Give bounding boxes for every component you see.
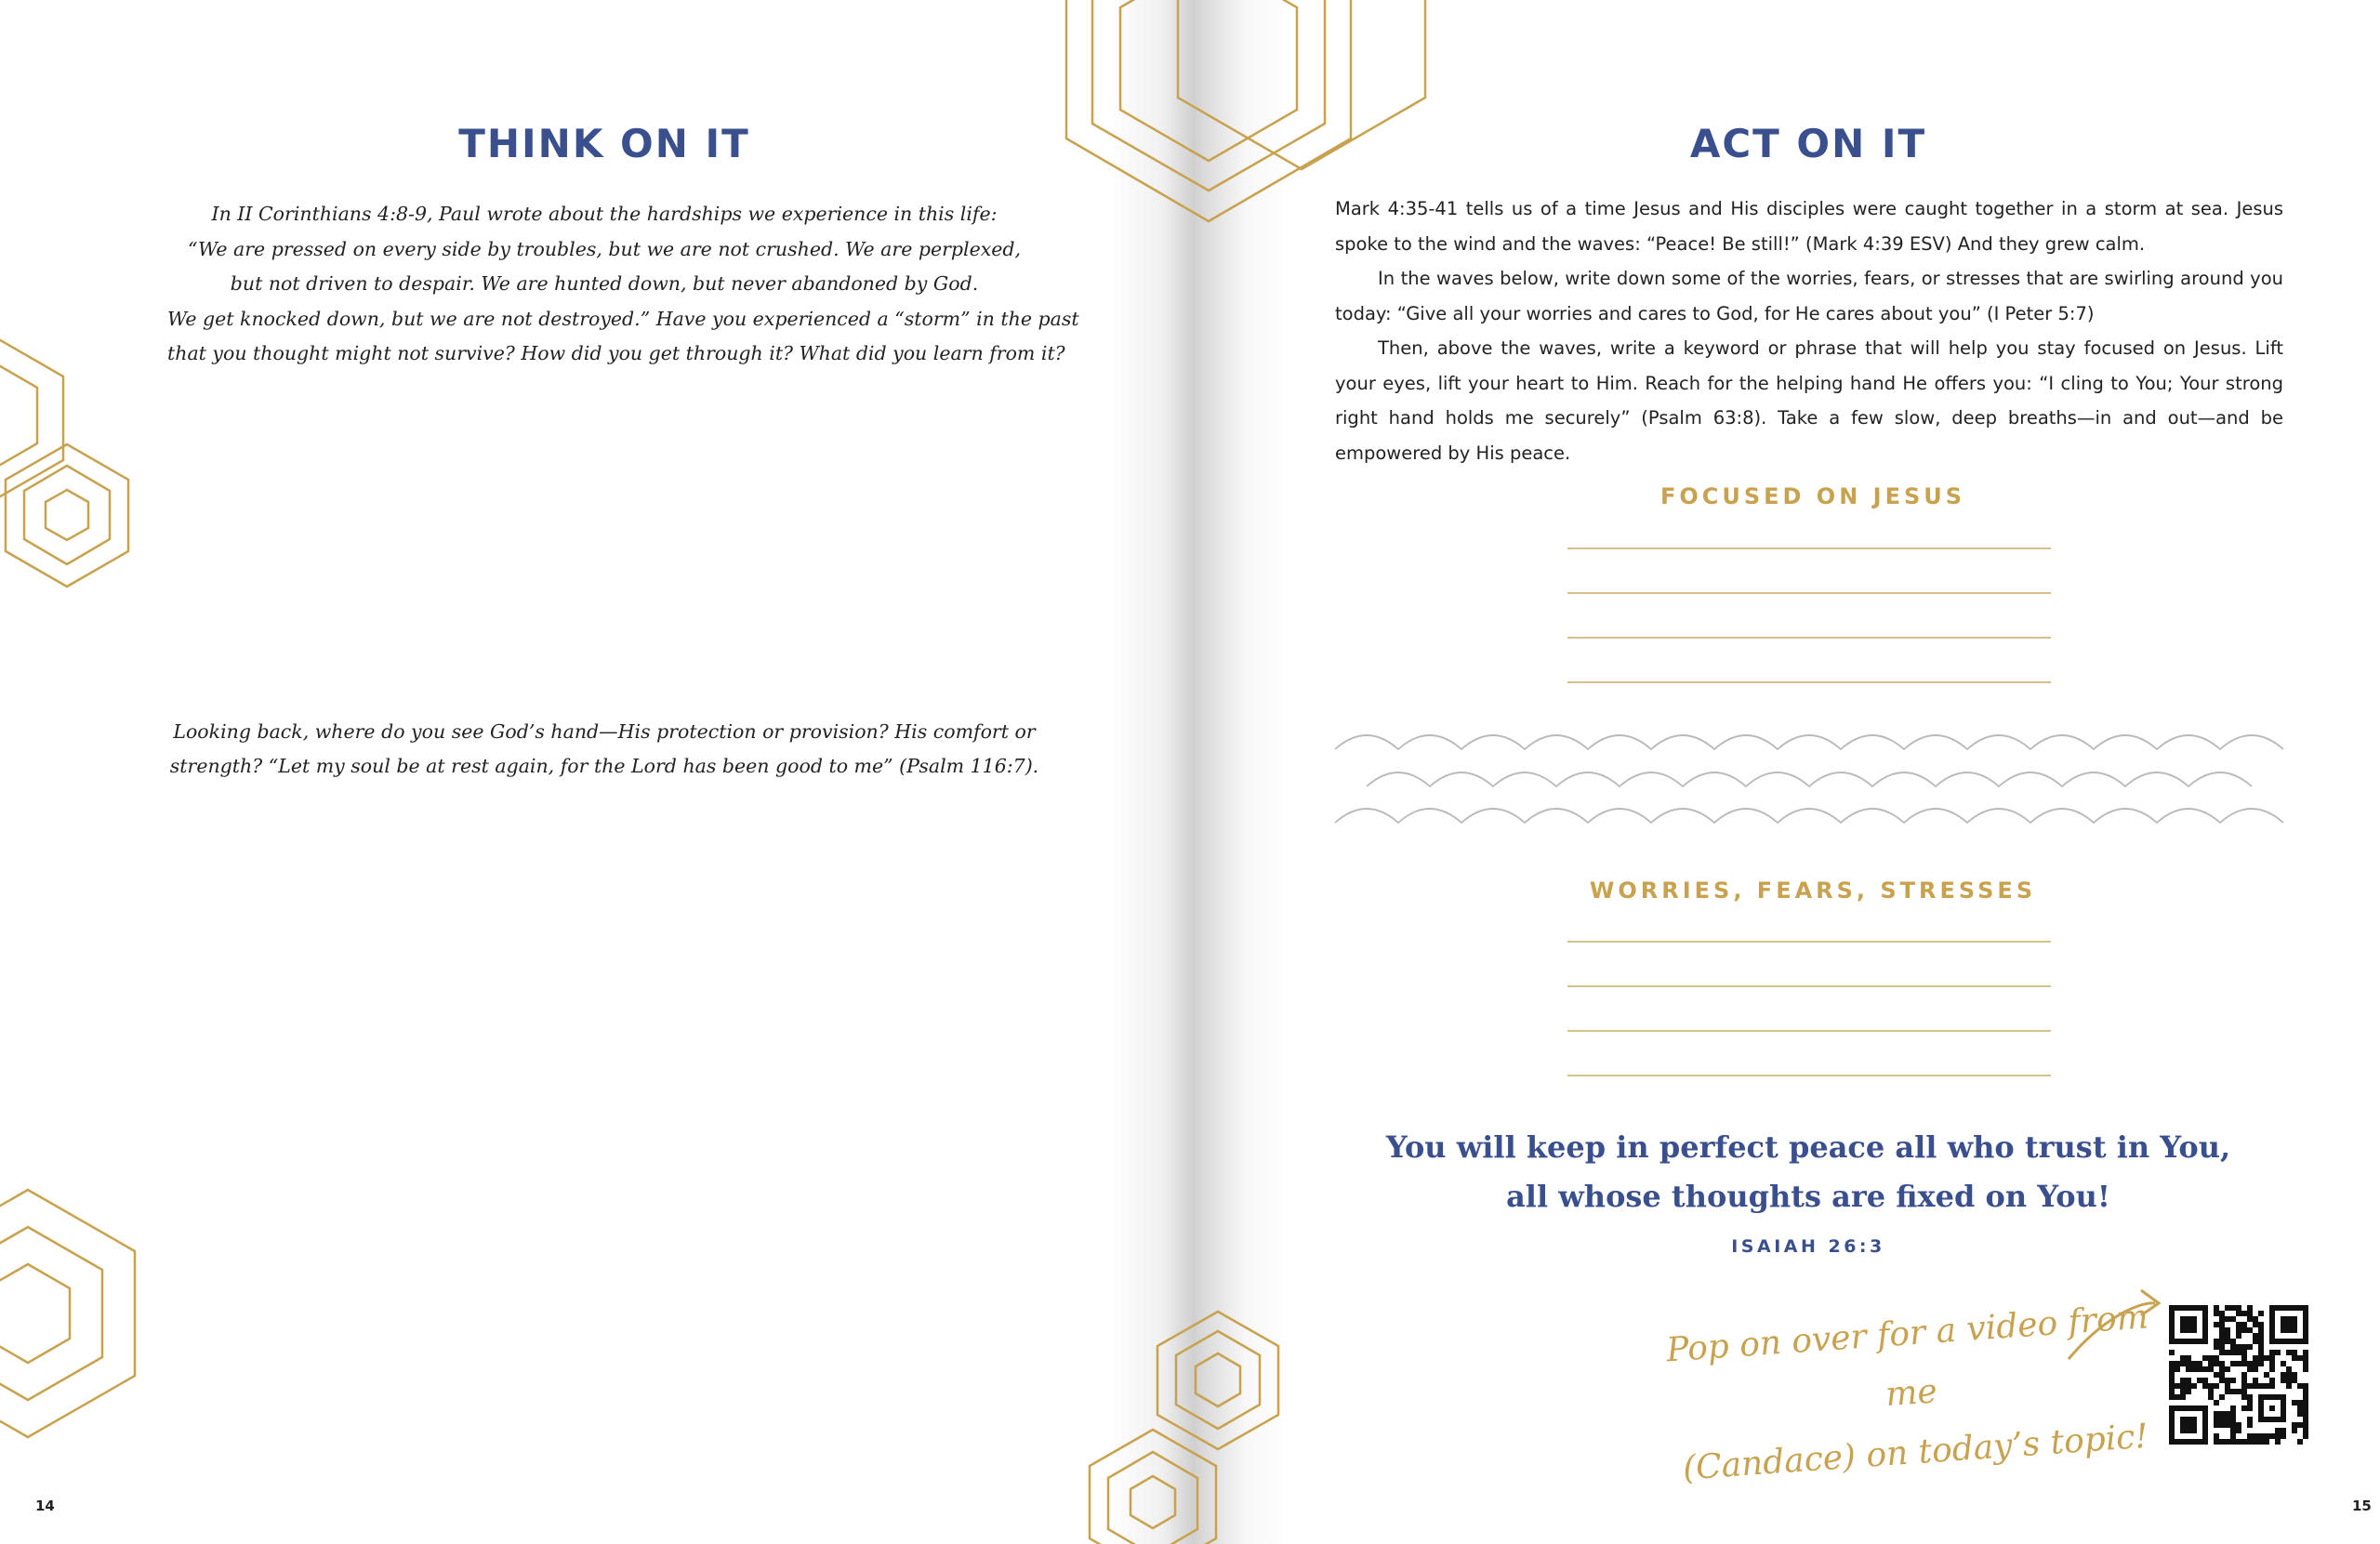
qr-module — [2286, 1378, 2292, 1383]
qr-module — [2208, 1361, 2214, 1366]
qr-module — [2286, 1366, 2292, 1372]
qr-module — [2225, 1422, 2230, 1428]
qr-module — [2169, 1383, 2175, 1389]
qr-module — [2241, 1439, 2247, 1445]
qr-module — [2303, 1422, 2308, 1428]
qr-module — [2169, 1350, 2175, 1355]
scripture-verse — [1339, 1123, 2278, 1221]
qr-module — [2214, 1305, 2219, 1311]
intro-line: but not driven to despair. We are hunted down, but never abandoned by God. — [230, 272, 979, 295]
qr-module — [2180, 1394, 2186, 1400]
qr-module — [2169, 1394, 2175, 1400]
qr-module — [2303, 1394, 2308, 1400]
qr-module — [2247, 1311, 2253, 1316]
qr-module — [2225, 1439, 2230, 1445]
writing-line[interactable] — [1567, 637, 2051, 639]
qr-module — [2281, 1378, 2286, 1383]
qr-module — [2214, 1372, 2219, 1378]
qr-module — [2292, 1428, 2297, 1433]
qr-module — [2180, 1389, 2186, 1394]
qr-module — [2197, 1378, 2202, 1383]
qr-module — [2214, 1383, 2219, 1389]
qr-module — [2236, 1322, 2241, 1327]
qr-module — [2303, 1366, 2308, 1372]
qr-module — [2281, 1433, 2286, 1439]
qr-module — [2175, 1394, 2180, 1400]
qr-module — [2219, 1361, 2225, 1366]
qr-module — [2247, 1439, 2253, 1445]
qr-module — [2186, 1378, 2191, 1383]
qr-module — [2202, 1355, 2208, 1361]
qr-module — [2230, 1417, 2236, 1422]
qr-module — [2297, 1355, 2303, 1361]
qr-module — [2214, 1439, 2219, 1445]
qr-module — [2236, 1422, 2241, 1428]
qr-module — [2225, 1339, 2230, 1344]
video-prompt-line: (Candace) on today’s topic! — [1681, 1417, 2150, 1488]
qr-module — [2191, 1361, 2197, 1366]
qr-module — [2197, 1366, 2202, 1372]
qr-module — [2208, 1383, 2214, 1389]
qr-module — [2286, 1383, 2292, 1389]
qr-module — [2219, 1339, 2225, 1344]
lookback-text — [167, 715, 1041, 784]
qr-module — [2303, 1350, 2308, 1355]
qr-module — [2292, 1378, 2297, 1383]
qr-module — [2230, 1339, 2236, 1344]
worries-fears-stresses-label: WORRIES, FEARS, STRESSES — [1589, 878, 2037, 904]
writing-line[interactable] — [1567, 1030, 2051, 1032]
verse-line: You will keep in perfect peace all who trust in You, — [1385, 1129, 2231, 1165]
qr-module — [2236, 1389, 2241, 1394]
qr-module — [2225, 1327, 2230, 1333]
qr-module — [2253, 1316, 2258, 1322]
qr-module — [2303, 1383, 2308, 1389]
qr-module — [2219, 1316, 2225, 1322]
qr-module — [2202, 1383, 2208, 1389]
qr-module — [2281, 1372, 2286, 1378]
page-number-right: 15 — [2352, 1498, 2372, 1514]
video-prompt-line: Pop on over for a video from me — [1664, 1298, 2150, 1415]
qr-module — [2225, 1305, 2230, 1311]
qr-module — [2275, 1439, 2281, 1445]
qr-module — [2258, 1383, 2264, 1389]
qr-module — [2230, 1344, 2236, 1350]
qr-module — [2219, 1372, 2225, 1378]
qr-module — [2197, 1361, 2202, 1366]
qr-module — [2230, 1411, 2236, 1417]
qr-module — [2292, 1372, 2297, 1378]
qr-module — [2247, 1400, 2253, 1405]
intro-line: “We are pressed on every side by troubles, but we are not crushed. We are perplexed, — [187, 237, 1022, 260]
qr-module — [2230, 1316, 2236, 1322]
qr-module — [2236, 1327, 2241, 1333]
qr-module — [2241, 1322, 2247, 1327]
qr-module — [2241, 1350, 2247, 1355]
qr-module — [2225, 1366, 2230, 1372]
qr-module — [2208, 1389, 2214, 1394]
qr-module — [2219, 1322, 2225, 1327]
qr-module — [2241, 1378, 2247, 1383]
qr-module — [2286, 1372, 2292, 1378]
focused-on-jesus-label: FOCUSED ON JESUS — [1659, 483, 1966, 509]
qr-module — [2230, 1305, 2236, 1311]
qr-module — [2241, 1311, 2247, 1316]
qr-module — [2253, 1333, 2258, 1339]
qr-module — [2241, 1389, 2247, 1394]
qr-module — [2247, 1433, 2253, 1439]
qr-module — [2219, 1327, 2225, 1333]
qr-module — [2297, 1411, 2303, 1417]
qr-module — [2225, 1350, 2230, 1355]
qr-module — [2236, 1428, 2241, 1433]
qr-module — [2258, 1439, 2264, 1445]
qr-module — [2214, 1311, 2219, 1316]
qr-module — [2269, 1361, 2275, 1366]
qr-module — [2247, 1366, 2253, 1372]
qr-module — [2297, 1400, 2303, 1405]
qr-module — [2219, 1394, 2225, 1400]
qr-module — [2230, 1361, 2236, 1366]
qr-module — [2214, 1433, 2219, 1439]
qr-module — [2214, 1411, 2219, 1417]
qr-module — [2253, 1361, 2258, 1366]
qr-module — [2264, 1383, 2269, 1389]
qr-module — [2219, 1344, 2225, 1350]
writing-line[interactable] — [1567, 1075, 2051, 1076]
qr-module — [2230, 1350, 2236, 1355]
qr-module — [2258, 1361, 2264, 1366]
qr-module — [2241, 1344, 2247, 1350]
qr-module — [2186, 1355, 2191, 1361]
qr-module — [2241, 1355, 2247, 1361]
qr-module — [2225, 1316, 2230, 1322]
think-on-it-heading: THINK ON IT — [458, 121, 750, 166]
qr-module — [2253, 1433, 2258, 1439]
qr-module — [2258, 1350, 2264, 1355]
qr-module — [2169, 1366, 2175, 1372]
qr-module — [2169, 1389, 2175, 1394]
video-prompt-text — [1646, 1287, 2177, 1501]
qr-module — [2202, 1378, 2208, 1383]
qr-module — [2180, 1383, 2186, 1389]
qr-module — [2230, 1439, 2236, 1445]
qr-module — [2219, 1439, 2225, 1445]
qr-module — [2186, 1361, 2191, 1366]
qr-module — [2169, 1361, 2175, 1366]
qr-module — [2230, 1389, 2236, 1394]
qr-module — [2214, 1422, 2219, 1428]
qr-module — [2269, 1433, 2275, 1439]
qr-module — [2253, 1339, 2258, 1344]
lookback-line: Looking back, where do you see God’s hand—His protection or provision? His comfort or — [173, 720, 1036, 743]
qr-module — [2247, 1417, 2253, 1422]
qr-module — [2219, 1333, 2225, 1339]
qr-module — [2175, 1366, 2180, 1372]
intro-line: We get knocked down, but we are not destroyed.” Have you experienced a “storm” in the past — [167, 307, 1079, 330]
qr-module — [2269, 1383, 2275, 1389]
qr-module — [2186, 1389, 2191, 1394]
qr-module — [2175, 1361, 2180, 1366]
qr-module — [2191, 1383, 2197, 1389]
qr-module — [2275, 1433, 2281, 1439]
qr-module — [2236, 1439, 2241, 1445]
writing-line[interactable] — [1567, 548, 2051, 549]
qr-module — [2292, 1350, 2297, 1355]
qr-module — [2292, 1400, 2297, 1405]
qr-module — [2303, 1355, 2308, 1361]
qr-module — [2247, 1361, 2253, 1366]
page-number-left: 14 — [35, 1498, 55, 1514]
qr-module — [2208, 1355, 2214, 1361]
intro-text — [167, 197, 1079, 372]
qr-module — [2241, 1361, 2247, 1366]
body-paragraph: Then, above the waves, write a keyword or phrase that will help you stay focused on Jesus. Lift your eyes, lift your heart to Him. Reach for the helping hand He offers you: “I cling to You; Your strong right hand holds me securely” (Psalm 63:8). Take a few slow, deep breaths—in and out—and be empowered by His peace. — [1335, 337, 2283, 464]
qr-module — [2264, 1439, 2269, 1445]
qr-module — [2258, 1344, 2264, 1350]
qr-module — [2225, 1389, 2230, 1394]
qr-module — [2275, 1428, 2281, 1433]
qr-module — [2286, 1350, 2292, 1355]
qr-module — [2258, 1311, 2264, 1316]
qr-module — [2303, 1428, 2308, 1433]
qr-module — [2225, 1417, 2230, 1422]
qr-module — [2219, 1417, 2225, 1422]
writing-line[interactable] — [1567, 941, 2051, 943]
qr-module — [2241, 1327, 2247, 1333]
qr-module — [2208, 1366, 2214, 1372]
qr-module — [2219, 1422, 2225, 1428]
qr-module — [2208, 1394, 2214, 1400]
qr-module — [2303, 1417, 2308, 1422]
qr-module — [2230, 1405, 2236, 1411]
qr-module — [2236, 1311, 2241, 1316]
qr-module — [2247, 1344, 2253, 1350]
qr-module — [2258, 1355, 2264, 1361]
qr-module — [2253, 1383, 2258, 1389]
qr-module — [2241, 1372, 2247, 1378]
qr-module — [2292, 1355, 2297, 1361]
qr-module — [2281, 1361, 2286, 1366]
qr-module — [2264, 1433, 2269, 1439]
qr-module — [2219, 1350, 2225, 1355]
qr-module — [2297, 1383, 2303, 1389]
qr-module — [2191, 1366, 2197, 1372]
body-paragraph: Mark 4:35-41 tells us of a time Jesus and His disciples were caught together in a storm at sea. Jesus spoke to the wind and the waves: “Peace! Be still!” (Mark 4:39 ESV) And they grew calm. — [1335, 198, 2283, 255]
qr-module — [2186, 1366, 2191, 1372]
qr-module — [2247, 1422, 2253, 1428]
qr-module — [2253, 1355, 2258, 1361]
verse-reference: ISAIAH 26:3 — [1731, 1236, 1885, 1257]
qr-module — [2258, 1433, 2264, 1439]
qr-module — [2186, 1383, 2191, 1389]
writing-line[interactable] — [1567, 985, 2051, 987]
act-body-text — [1335, 191, 2283, 470]
qr-module — [2303, 1400, 2308, 1405]
qr-module — [2258, 1327, 2264, 1333]
qr-module — [2169, 1372, 2175, 1378]
qr-module — [2225, 1383, 2230, 1389]
qr-module — [2297, 1405, 2303, 1411]
lookback-line: strength? “Let my soul be at rest again, for the Lord has been good to me” (Psalm 116:7). — [169, 755, 1039, 777]
qr-module — [2297, 1439, 2303, 1445]
qr-module — [2230, 1422, 2236, 1428]
qr-module — [2236, 1333, 2241, 1339]
qr-module — [2269, 1378, 2275, 1383]
qr-module — [2269, 1366, 2275, 1372]
qr-module — [2264, 1372, 2269, 1378]
qr-module — [2236, 1305, 2241, 1311]
qr-code-icon[interactable] — [2169, 1305, 2308, 1445]
qr-module — [2303, 1433, 2308, 1439]
qr-module — [2258, 1339, 2264, 1344]
qr-module — [2247, 1383, 2253, 1389]
qr-module — [2281, 1428, 2286, 1433]
qr-module — [2247, 1394, 2253, 1400]
qr-module — [2180, 1361, 2186, 1366]
intro-line: In II Corinthians 4:8-9, Paul wrote about the hardships we experience in this life: — [211, 203, 998, 225]
qr-module — [2214, 1322, 2219, 1327]
qr-module — [2219, 1411, 2225, 1417]
act-on-it-heading: ACT ON IT — [1689, 121, 1927, 166]
qr-module — [2180, 1355, 2186, 1361]
book-spine-shadow — [1106, 0, 1292, 1544]
qr-module — [2264, 1355, 2269, 1361]
qr-module — [2247, 1316, 2253, 1322]
qr-module — [2303, 1411, 2308, 1417]
verse-line: all whose thoughts are fixed on You! — [1506, 1179, 2110, 1214]
qr-module — [2214, 1417, 2219, 1422]
qr-module — [2225, 1378, 2230, 1383]
qr-module — [2241, 1394, 2247, 1400]
qr-module — [2225, 1411, 2230, 1417]
qr-module — [2236, 1361, 2241, 1366]
qr-module — [2269, 1350, 2275, 1355]
qr-module — [2303, 1361, 2308, 1366]
qr-module — [2219, 1366, 2225, 1372]
qr-module — [2258, 1333, 2264, 1339]
qr-module — [2253, 1439, 2258, 1445]
qr-module — [2247, 1327, 2253, 1333]
qr-module — [2236, 1350, 2241, 1355]
qr-module — [2253, 1366, 2258, 1372]
writing-line[interactable] — [1567, 592, 2051, 594]
qr-module — [2202, 1366, 2208, 1372]
qr-module — [2241, 1405, 2247, 1411]
qr-module — [2214, 1361, 2219, 1366]
qr-module — [2269, 1355, 2275, 1361]
qr-module — [2230, 1428, 2236, 1433]
qr-module — [2303, 1405, 2308, 1411]
qr-module — [2169, 1378, 2175, 1383]
qr-module — [2253, 1378, 2258, 1383]
qr-module — [2175, 1383, 2180, 1389]
qr-module — [2241, 1383, 2247, 1389]
qr-module — [2214, 1400, 2219, 1405]
qr-module — [2253, 1322, 2258, 1327]
body-paragraph: In the waves below, write down some of the worries, fears, or stresses that are swirling around you today: “Give all your worries and cares to God, for He cares about you” (I Peter 5:7) — [1335, 268, 2283, 324]
qr-module — [2275, 1350, 2281, 1355]
qr-module — [2258, 1322, 2264, 1327]
qr-module — [2230, 1433, 2236, 1439]
qr-module — [2214, 1339, 2219, 1344]
qr-module — [2297, 1422, 2303, 1428]
qr-module — [2230, 1378, 2236, 1383]
qr-module — [2247, 1405, 2253, 1411]
qr-module — [2214, 1355, 2219, 1361]
qr-module — [2247, 1305, 2253, 1311]
qr-module — [2214, 1344, 2219, 1350]
qr-module — [2303, 1389, 2308, 1394]
intro-line: that you thought might not survive? How did you get through it? What did you learn from it? — [167, 342, 1065, 364]
qr-module — [2219, 1378, 2225, 1383]
qr-module — [2219, 1311, 2225, 1316]
qr-module — [2236, 1344, 2241, 1350]
writing-line[interactable] — [1567, 681, 2051, 683]
qr-module — [2225, 1333, 2230, 1339]
qr-module — [2292, 1422, 2297, 1428]
qr-module — [2180, 1378, 2186, 1383]
